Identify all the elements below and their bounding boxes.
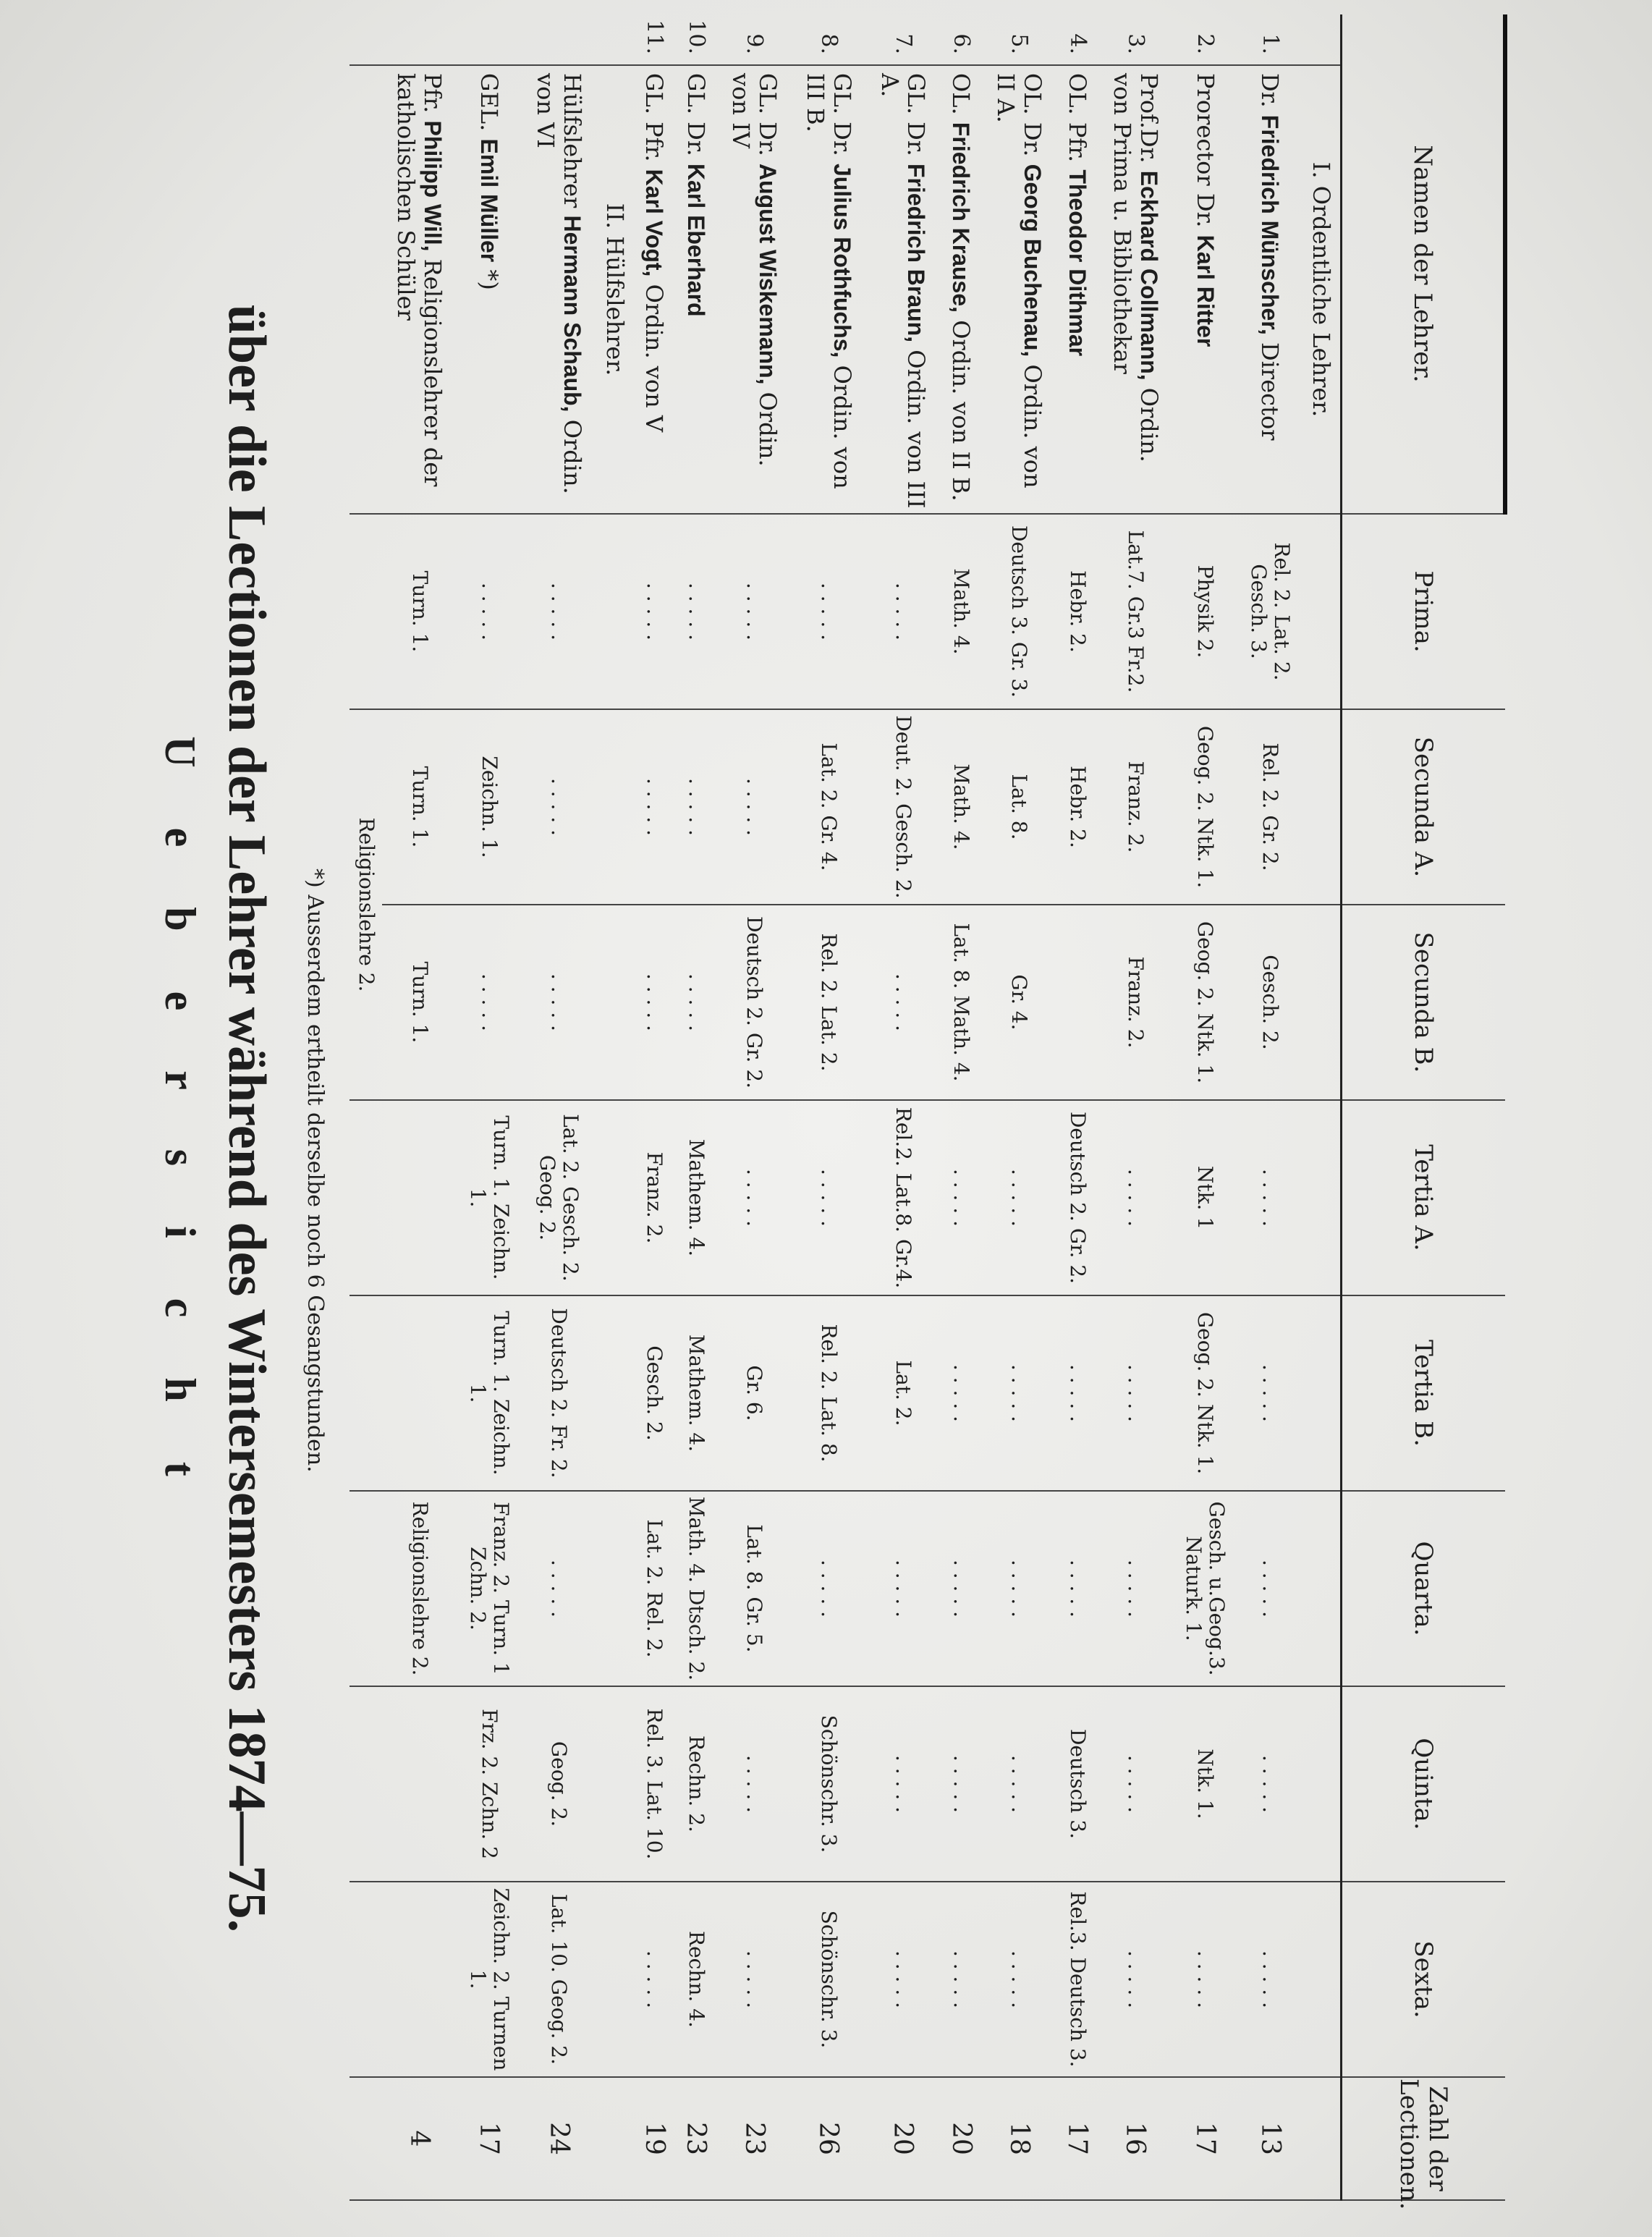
table-row bbox=[940, 14, 982, 2200]
row-number bbox=[522, 14, 596, 65]
cell-prima: Rel. 2. Lat. 2. Gesch. 3. bbox=[1237, 514, 1302, 709]
cell-sexta: Rel.3. Deutsch 3. bbox=[1056, 1882, 1098, 2077]
cell-prima: Turn. 1. bbox=[382, 514, 457, 709]
table-row bbox=[1237, 14, 1302, 2200]
teacher-name bbox=[522, 65, 596, 514]
cell-secB: Rel. 2. Lat. 2. bbox=[791, 905, 865, 1100]
cell-secA: Lat. 8. bbox=[982, 709, 1056, 905]
cell-terB: . . . . . bbox=[940, 1295, 982, 1491]
cell-quarta: . . . . . bbox=[865, 1491, 940, 1686]
teacher-name bbox=[1172, 65, 1237, 514]
cell-secB: Franz. 2. bbox=[1098, 905, 1172, 1100]
cell-secA: Geog. 2. Ntk. 1. bbox=[1172, 709, 1237, 905]
cell-sexta: Rechn. 4. bbox=[675, 1882, 717, 2077]
row-number: 11. bbox=[633, 14, 675, 65]
name-prefix: GL. Dr. bbox=[902, 73, 931, 164]
section-label: II. Hülfslehrer. bbox=[596, 65, 633, 514]
row-number: 4. bbox=[1056, 14, 1098, 65]
teacher-name bbox=[1056, 65, 1098, 514]
cell-sexta: . . . . . bbox=[633, 1882, 675, 2077]
cell-prima: Math. 4. bbox=[940, 514, 982, 709]
name-suffix: *) bbox=[475, 262, 504, 290]
cell-sexta: Schönschr. 3. bbox=[791, 1882, 865, 2077]
cell-zahl: 19 bbox=[633, 2077, 675, 2200]
cell-sexta: . . . . . bbox=[1237, 1882, 1302, 2077]
cell-prima: Hebr. 2. bbox=[1056, 514, 1098, 709]
cell-terB bbox=[382, 1295, 457, 1491]
cell-terA: Deutsch 2. Gr. 2. bbox=[1056, 1100, 1098, 1295]
name-prefix: Dr. bbox=[1256, 73, 1284, 115]
section-row-ordentliche bbox=[1302, 14, 1341, 2200]
cell-zahl: 23 bbox=[717, 2077, 792, 2200]
cell-quinta: Schönschr. 3. bbox=[791, 1686, 865, 1882]
col-prima: Prima. bbox=[1342, 514, 1506, 709]
col-secunda-a: Secunda A. bbox=[1342, 709, 1506, 905]
cell-terB: . . . . . bbox=[1056, 1295, 1098, 1491]
teacher-name bbox=[382, 65, 457, 514]
cell-prima: . . . . . bbox=[633, 514, 675, 709]
cell-terB: . . . . . bbox=[1098, 1295, 1172, 1491]
cell-zahl: 20 bbox=[940, 2077, 982, 2200]
cell-terA: Rel.2. Lat.8. Gr.4. bbox=[865, 1100, 940, 1295]
cell-secA: Deut. 2. Gesch. 2. bbox=[865, 709, 940, 905]
name-prefix: GEL. bbox=[475, 73, 504, 139]
cell-quinta: . . . . . bbox=[982, 1686, 1056, 1882]
cell-sexta bbox=[382, 1882, 457, 2077]
name-prefix: GL. Dr. bbox=[682, 73, 711, 164]
cell-secB bbox=[1056, 905, 1098, 1100]
cell-terB: Gr. 6. bbox=[717, 1295, 792, 1491]
cell-quinta: . . . . . bbox=[1098, 1686, 1172, 1882]
cell-prima: . . . . . bbox=[717, 514, 792, 709]
teacher-name bbox=[791, 65, 865, 514]
table-row bbox=[1098, 14, 1172, 2200]
teacher-name bbox=[717, 65, 792, 514]
name-suffix: Ordin. von III A. bbox=[876, 73, 931, 509]
cell-sexta: . . . . . bbox=[1172, 1882, 1237, 2077]
name-bold: Karl Vogt, bbox=[641, 169, 668, 277]
cell-terB: Lat. 2. bbox=[865, 1295, 940, 1491]
cell-zahl: 17 bbox=[457, 2077, 522, 2200]
cell-secB: Deutsch 2. Gr. 2. bbox=[717, 905, 792, 1100]
cell-secB: . . . . . bbox=[522, 905, 596, 1100]
name-suffix: Ordin. von IV bbox=[727, 73, 781, 467]
row-number: 10. bbox=[675, 14, 717, 65]
cell-sexta: . . . . . bbox=[940, 1882, 982, 2077]
cell-quinta: . . . . . bbox=[940, 1686, 982, 1882]
cell-prima: . . . . . bbox=[791, 514, 865, 709]
cell-sexta: . . . . . bbox=[1098, 1882, 1172, 2077]
teacher-name bbox=[982, 65, 1056, 514]
cell-terB: Rel. 2. Lat. 8. bbox=[791, 1295, 865, 1491]
cell-secB: Geog. 2. Ntk. 1. bbox=[1172, 905, 1237, 1100]
cell-secB: . . . . . bbox=[457, 905, 522, 1100]
cell-secB: Gr. 4. bbox=[982, 905, 1056, 1100]
col-secunda-b: Secunda B. bbox=[1342, 905, 1506, 1100]
cell-quarta: . . . . . bbox=[940, 1491, 982, 1686]
table-body bbox=[350, 14, 1342, 2200]
table-row bbox=[457, 14, 522, 2200]
cell-terB: Deutsch 2. Fr. 2. bbox=[522, 1295, 596, 1491]
name-bold: Hermann Schaub, bbox=[559, 215, 585, 413]
name-prefix: OL. Dr. bbox=[1018, 73, 1046, 164]
name-suffix: Director bbox=[1256, 334, 1284, 441]
cell-zahl: 17 bbox=[1172, 2077, 1237, 2200]
cell-prima: Physik 2. bbox=[1172, 514, 1237, 709]
name-bold: Friedrich Krause, bbox=[948, 122, 975, 313]
religion-secunda: Religionslehre 2. bbox=[350, 709, 382, 1100]
cell-zahl: 13 bbox=[1237, 2077, 1302, 2200]
name-bold: Georg Buchenau, bbox=[1019, 164, 1046, 358]
name-suffix: Ordin. von Prima u. Bibliothekar bbox=[1108, 73, 1163, 462]
cell-terA: . . . . . bbox=[1098, 1100, 1172, 1295]
cell-secA: . . . . . bbox=[633, 709, 675, 905]
cell-zahl: 18 bbox=[982, 2077, 1056, 2200]
cell-quinta: Rechn. 2. bbox=[675, 1686, 717, 1882]
teacher-name bbox=[633, 65, 675, 514]
cell-secA: . . . . . bbox=[522, 709, 596, 905]
name-bold: Friedrich Münscher, bbox=[1257, 114, 1284, 335]
cell-prima: . . . . . bbox=[457, 514, 522, 709]
name-bold: Karl Eberhard bbox=[683, 163, 710, 317]
row-number: 3. bbox=[1098, 14, 1172, 65]
cell-sexta: . . . . . bbox=[982, 1882, 1056, 2077]
col-quarta: Quarta. bbox=[1342, 1491, 1506, 1686]
name-suffix: Ordin. von V bbox=[640, 276, 669, 433]
teacher-name bbox=[1237, 65, 1302, 514]
cell-zahl: 26 bbox=[791, 2077, 865, 2200]
cell-quarta: . . . . . bbox=[1237, 1491, 1302, 1686]
name-bold: August Wiskemann, bbox=[754, 163, 781, 385]
footnote: *) Ausserdem ertheilt derselbe noch 6 Gesangstunden. bbox=[302, 868, 328, 1473]
cell-zahl: 17 bbox=[1056, 2077, 1098, 2200]
name-prefix: Pfr. bbox=[419, 73, 447, 121]
name-suffix: Ordin. von II A. bbox=[992, 73, 1046, 489]
cell-quarta: . . . . . bbox=[1098, 1491, 1172, 1686]
cell-zahl: 23 bbox=[675, 2077, 717, 2200]
name-bold: Eckhard Collmann, bbox=[1135, 170, 1162, 381]
col-sexta: Sexta. bbox=[1342, 1882, 1506, 2077]
teacher-name bbox=[675, 65, 717, 514]
cell-terA: Ntk. 1 bbox=[1172, 1100, 1237, 1295]
cell-terA: Mathem. 4. bbox=[675, 1100, 717, 1295]
cell-sexta: Lat. 10. Geog. 2. bbox=[522, 1882, 596, 2077]
cell-quinta: . . . . . bbox=[865, 1686, 940, 1882]
row-number bbox=[457, 14, 522, 65]
cell-terB: . . . . . bbox=[982, 1295, 1056, 1491]
cell-quarta: Math. 4. Dtsch. 2. bbox=[675, 1491, 717, 1686]
cell-secA: Franz. 2. bbox=[1098, 709, 1172, 905]
cell-secA: Math. 4. bbox=[940, 709, 982, 905]
name-prefix: GL. Pfr. bbox=[640, 73, 669, 169]
row-number: 5. bbox=[982, 14, 1056, 65]
cell-terA: . . . . . bbox=[717, 1100, 792, 1295]
cell-quarta: Gesch. u.Geog.3. Naturk. 1. bbox=[1172, 1491, 1237, 1686]
cell-secA: Turn. 1. bbox=[382, 709, 457, 905]
lessons-table bbox=[350, 14, 1507, 2210]
cell-quarta: . . . . . bbox=[522, 1491, 596, 1686]
name-prefix: OL. Pfr. bbox=[1063, 73, 1091, 170]
col-zahl: Zahl der Lectionen. bbox=[1342, 2077, 1506, 2200]
cell-zahl: 4 bbox=[382, 2077, 457, 2200]
cell-quinta: Frz. 2. Zchn. 2 bbox=[457, 1686, 522, 1882]
col-tertia-b: Tertia B. bbox=[1342, 1295, 1506, 1491]
row-number: 6. bbox=[940, 14, 982, 65]
cell-zahl: 16 bbox=[1098, 2077, 1172, 2200]
cell-quinta: . . . . . bbox=[717, 1686, 792, 1882]
name-suffix: Ordin. von VI bbox=[532, 73, 586, 494]
cell-terB: . . . . . bbox=[1237, 1295, 1302, 1491]
cell-quinta bbox=[382, 1686, 457, 1882]
cell-secA: Hebr. 2. bbox=[1056, 709, 1098, 905]
cell-secA: . . . . . bbox=[717, 709, 792, 905]
name-prefix: Prorector Dr. bbox=[1191, 73, 1219, 235]
header-row bbox=[1342, 14, 1506, 2200]
teacher-name bbox=[865, 65, 940, 514]
name-bold: Emil Müller bbox=[476, 138, 503, 263]
table-row bbox=[717, 14, 792, 2200]
cell-quinta: Ntk. 1. bbox=[1172, 1686, 1237, 1882]
cell-terA: Franz. 2. bbox=[633, 1100, 675, 1295]
table-row bbox=[1172, 14, 1237, 2200]
col-tertia-a: Tertia A. bbox=[1342, 1100, 1506, 1295]
cell-terB: Turn. 1. Zeichn. 1. bbox=[457, 1295, 522, 1491]
section-label: I. Ordentliche Lehrer. bbox=[1302, 65, 1341, 514]
cell-secB: Turn. 1. bbox=[382, 905, 457, 1100]
cell-prima: . . . . . bbox=[865, 514, 940, 709]
cell-zahl: 24 bbox=[522, 2077, 596, 2200]
document-subtitle: über die Lectionen der Lehrer während des Wintersemesters 1874—75. bbox=[217, 304, 276, 1933]
cell-sexta: Zeichn. 2. Turnen 1. bbox=[457, 1882, 522, 2077]
cell-secB: Lat. 8. Math. 4. bbox=[940, 905, 982, 1100]
name-prefix: Prof.Dr. bbox=[1135, 73, 1163, 171]
cell-terB: Gesch. 2. bbox=[633, 1295, 675, 1491]
cell-terB: Mathem. 4. bbox=[675, 1295, 717, 1491]
name-prefix: OL. bbox=[947, 73, 975, 122]
row-number: 8. bbox=[791, 14, 865, 65]
name-suffix: Religionslehrer der katholischen Schüler bbox=[392, 73, 447, 487]
teacher-name bbox=[1098, 65, 1172, 514]
cell-prima: Deutsch 3. Gr. 3. bbox=[982, 514, 1056, 709]
teacher-name bbox=[940, 65, 982, 514]
name-suffix: Ordin. von II B. bbox=[947, 313, 975, 502]
cell-secA: . . . . . bbox=[675, 709, 717, 905]
cell-prima: . . . . . bbox=[675, 514, 717, 709]
cell-quarta: Franz. 2. Turn. 1 Zchn. 2. bbox=[457, 1491, 522, 1686]
cell-secA: Rel. 2. Gr. 2. bbox=[1237, 709, 1302, 905]
row-number bbox=[382, 14, 457, 65]
cell-prima: Lat.7. Gr.3 Fr.2. bbox=[1098, 514, 1172, 709]
table-row bbox=[791, 14, 865, 2200]
cell-terA: Lat. 2. Gesch. 2. Geog. 2. bbox=[522, 1100, 596, 1295]
table-row bbox=[675, 14, 717, 2200]
cell-terA: . . . . . bbox=[791, 1100, 865, 1295]
cell-quarta: Lat. 8. Gr. 5. bbox=[717, 1491, 792, 1686]
name-bold: Theodor Dithmar bbox=[1064, 169, 1090, 357]
cell-quinta: Geog. 2. bbox=[522, 1686, 596, 1882]
cell-secB: Gesch. 2. bbox=[1237, 905, 1302, 1100]
row-number: 7. bbox=[865, 14, 940, 65]
cell-sexta: . . . . . bbox=[717, 1882, 792, 2077]
cell-sexta: . . . . . bbox=[865, 1882, 940, 2077]
name-prefix: GL. Dr. bbox=[753, 73, 781, 164]
name-bold: Friedrich Braun, bbox=[903, 163, 930, 343]
row-number: 2. bbox=[1172, 14, 1237, 65]
name-suffix: Ordin. von III B. bbox=[801, 73, 856, 489]
religion-row bbox=[350, 14, 382, 2200]
name-bold: Karl Ritter bbox=[1192, 234, 1219, 347]
table-row bbox=[633, 14, 675, 2200]
cell-prima: . . . . . bbox=[522, 514, 596, 709]
section-row-huelfs bbox=[596, 14, 633, 2200]
cell-terA: Turn. 1. Zeichn. 1. bbox=[457, 1100, 522, 1295]
cell-terA: . . . . . bbox=[1237, 1100, 1302, 1295]
table-row bbox=[1056, 14, 1098, 2200]
table-row bbox=[522, 14, 596, 2200]
cell-secA: Lat. 2. Gr. 4. bbox=[791, 709, 865, 905]
name-prefix: Hülfslehrer bbox=[558, 73, 586, 216]
row-number: 1. bbox=[1237, 14, 1302, 65]
table-row bbox=[982, 14, 1056, 2200]
name-bold: Julius Rothfuchs, bbox=[829, 163, 855, 358]
cell-terB: Geog. 2. Ntk. 1. bbox=[1172, 1295, 1237, 1491]
teacher-name bbox=[457, 65, 522, 514]
cell-secB: . . . . . bbox=[633, 905, 675, 1100]
cell-quinta: . . . . . bbox=[1237, 1686, 1302, 1882]
cell-quarta: . . . . . bbox=[982, 1491, 1056, 1686]
row-number: 9. bbox=[717, 14, 792, 65]
cell-quarta: Lat. 2. Rel. 2. bbox=[633, 1491, 675, 1686]
cell-secB: . . . . . bbox=[865, 905, 940, 1100]
name-prefix: GL. Dr. bbox=[828, 73, 856, 164]
cell-terA: . . . . . bbox=[982, 1100, 1056, 1295]
cell-terA: . . . . . bbox=[940, 1100, 982, 1295]
cell-terA bbox=[382, 1100, 457, 1295]
cell-secB: . . . . . bbox=[675, 905, 717, 1100]
table-row bbox=[865, 14, 940, 2200]
document-title: U e b e r s i c h t bbox=[156, 736, 204, 1501]
cell-secA: Zeichn. 1. bbox=[457, 709, 522, 905]
col-quinta: Quinta. bbox=[1342, 1686, 1506, 1882]
table-row bbox=[382, 14, 457, 2200]
col-names: Namen der Lehrer. bbox=[1342, 14, 1506, 514]
name-bold: Philipp Will, bbox=[420, 120, 446, 252]
cell-quinta: Deutsch 3. bbox=[1056, 1686, 1098, 1882]
cell-quarta: . . . . . bbox=[1056, 1491, 1098, 1686]
cell-quinta: Rel. 3. Lat. 10. bbox=[633, 1686, 675, 1882]
cell-quarta: . . . . . bbox=[791, 1491, 865, 1686]
cell-zahl: 20 bbox=[865, 2077, 940, 2200]
cell-quarta: Religionslehre 2. bbox=[382, 1491, 457, 1686]
